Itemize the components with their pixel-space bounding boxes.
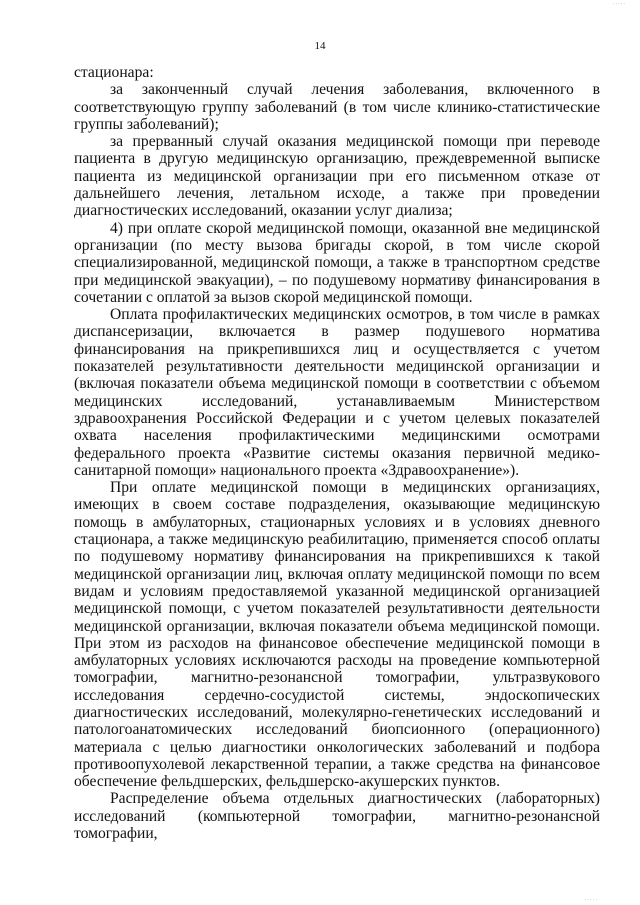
corner-mark-top: ·····	[612, 2, 626, 7]
paragraph: 4) при оплате скорой медицинской помощи, оказанной вне медицинской организации (по месту вызова бригады скорой, в том числе скорой специализированной, медицинской помощи, а также в транспортном средстве при медицинской эвакуации), – по подушевому нормативу финансирования в сочетании с оплатой за вызов скорой медицинской помощи.	[74, 219, 600, 306]
paragraph: стационара:	[74, 64, 154, 81]
corner-mark-bottom: ·····	[584, 898, 598, 903]
paragraph: При оплате медицинской помощи в медицинских организациях, имеющих в своем составе подразделения, оказывающие медицинскую помощь в амбулаторных, стационарных условиях и в условиях дневного стационара, а также медицинскую реабилитацию, применяется способ оплаты по подушевому нормативу финансирования на прикрепившихся к такой медицинской организации лиц, включая оплату медицинской помощи по всем видам и условиям предоставляемой указанной медицинской организацией медицинской помощи, с учетом показателей результативности деятельности медицинской организации, включая показатели объема медицинской помощи. При этом из расходов на финансовое обеспечение медицинской помощи в амбулаторных условиях исключаются расходы на проведение компьютерной томографии, магнитно-резонансной томографии, ультразвукового исследования сердечно-сосудистой системы, эндоскопических диагностических исследований, молекулярно-генетических исследований и патологоанатомических исследований биопсионного (операционного) материала с целью диагностики онкологических заболеваний и подбора противоопухолевой лекарственной терапии, а также средства на финансовое обеспечение фельдшерских, фельдшерско-акушерских пунктов.	[74, 479, 600, 791]
page-number: 14	[314, 40, 326, 52]
paragraph: Оплата профилактических медицинских осмотров, в том числе в рамках диспансеризации, включается в размер подушевого норматива финансирования на прикрепившихся лиц и осуществляется с учетом показателей результативности деятельности медицинской организации и (включая показатели объема медицинской помощи в соответствии с объемом медицинских исследований, устанавливаемым Министерством здравоохранения Российской Федерации и с учетом целевых показателей охвата населения профилактическими медицинскими осмотрами федерального проекта «Развитие системы оказания первичной медико-санитарной помощи» национального проекта «Здравоохранение»).	[74, 306, 600, 479]
paragraph: Распределение объема отдельных диагностических (лабораторных) исследований (компьютерной томографии, магнитно-резонансной томографии,	[74, 790, 600, 843]
paragraph: за законченный случай лечения заболевания, включенного в соответствующую группу заболеваний (в том числе клинико-статистические группы заболеваний);	[74, 81, 600, 133]
paragraph: за прерванный случай оказания медицинской помощи при переводе пациента в другую медицинскую организацию, преждевременной выписке пациента из медицинской организации при его письменном отказе от дальнейшего лечения, летальном исходе, а также при проведении диагностических исследований, оказании услуг диализа;	[74, 133, 600, 220]
body-text	[74, 64, 600, 842]
